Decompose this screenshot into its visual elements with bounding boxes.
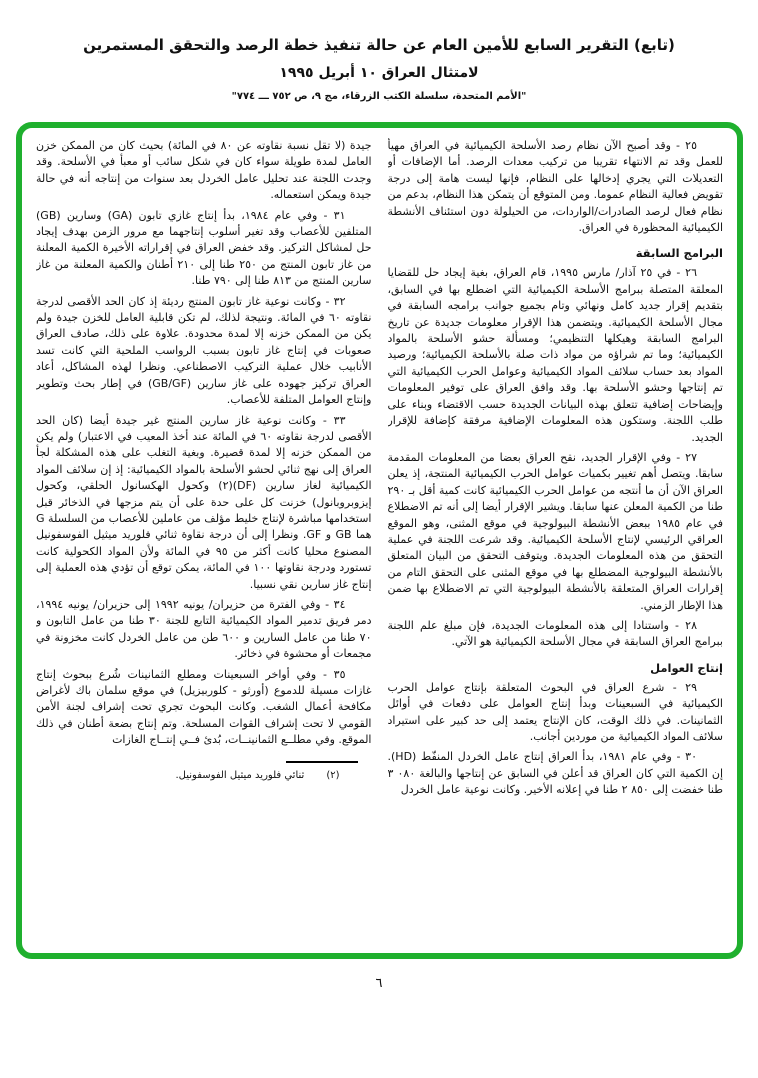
paragraph-25: ٢٥ - وقد أصبح الآن نظام رصد الأسلحة الكيميائية في العراق مهيأ للعمل وقد تم الانتهاء تقريبا من تركيب معدات الرصد. أما الإضافات أو التعديلات التي يجري إدخالها على النظام، فإنها ليست هامة إلى درجة تقويض فعالية النظام عموما. ومن المتوقع أن يتمكن هذا النظام، بدعم من نظام فعال لرصد الصادرات/الواردات، من الحيلولة دون استئناف الأنشطة الكيميائية المحظورة في العراق. [387, 139, 723, 235]
column-left [36, 138, 372, 945]
report-title-line-1: (تابع) التقرير السابع للأمين العام عن حالة تنفيذ خطة الرصد والتحقق المستمرين [83, 36, 675, 54]
report-title-line-2: لامتثال العراق ١٠ أبريل ١٩٩٥ [279, 64, 479, 81]
section-heading-previous-programmes: البرامج السابقة [635, 246, 723, 261]
green-content-frame [16, 122, 743, 959]
paragraph-26: ٢٦ - في ٢٥ آذار/ مارس ١٩٩٥، قام العراق، بغية إيجاد حل للقضايا المعلقة المتصلة ببرامج الأسلحة الكيميائية التي اضطلع بها في السابق، بتقديم إقرار جديد كامل ونهائي وتام بجميع جوانب برامجه السابقة في مجال الأسلحة الكيميائية. ويتضمن هذا الإقرار معلومات جديدة عن تاريخ البرامج السابقة وهيكلها التنظيمي؛ ومسألة حشو الأسلحة بالمواد الكيميائية؛ وما تم شراؤه من مواد ذات صلة بالأسلحة الكيميائية؛ ورصيد المواد بعد حساب سلائف المواد الكيميائية وعوامل الحرب الكيميائية التي تم إنتاجها وحشو الأسلحة بها. وقد وافق العراق على توفير المعلومات وإيضاحات إضافية تتعلق بهذه البيانات الجديدة حسب الاقتضاء وبناء على طلب اللجنة. وستكون هذه المعلومات الإضافية مرفقة كإضافة للإقرار الجديد. [387, 266, 723, 444]
paragraph-32: ٣٢ - وكانت نوعية غاز تابون المنتج رديئة إذ كان الحد الأقصى لدرجة نقاوته ٦٠ في المائة. ونتيجة لذلك، لم تكن قابلية العامل للخزن جيدة ولم يكن من الممكن خزنه إلا لمدة محدودة. علاوة على ذلك، صادف العراق صعوبات في إنتاج غاز تابون بسبب الرواسب الملحية التي كانت تسد الأنابيب خلال عملية التركيب الاصطناعي. ونظرا لهذه المشاكل، أعاد العراق تركيز جهوده على غاز سارين (GB/GF) في إطار بحث وتطوير وإنتاج العوامل المتلفة للأعصاب. [36, 294, 372, 407]
paragraph-30: ٣٠ - وفي عام ١٩٨١، بدأ العراق إنتاج عامل الخردل المنفّط (HD). إن الكمية التي كان العراق قد أعلن في السابق عن إنتاجها والبالغة ٠٨٠ ٣ طنا خفضت إلى ٨٥٠ ٢ طنا في إعلانه الأخير. وكانت نوعية عامل الخردل [387, 750, 723, 797]
report-source-citation: "الأمم المتحدة، سلسلة الكتب الزرقاء، مج ٩، ص ٧٥٢ ـــ ٧٧٤" [231, 90, 527, 102]
paragraph-29: ٢٩ - شرع العراق في البحوث المتعلقة بإنتاج عوامل الحرب الكيميائية في السبعينات وبدأ إنتاج العوامل على دفعات في أوائل الثمانينات. في ذلك الوقت، كان الإنتاج يعتمد إلى حد كبير على استيراد سلائف المواد الكيميائية من موردين أجانب. [387, 680, 723, 743]
paragraph-34: ٣٤ - وفي الفترة من حزيران/ يونيه ١٩٩٢ إلى حزيران/ يونيه ١٩٩٤، دمر فريق تدمير المواد الكيميائية التابع للجنة ٣٠ طنا من عامل التابون و ٧٠ طنا من عامل السارين و ٦٠٠ طن من عامل الخردل كانت مخزونة في مجمعات أو محشوة في ذخائر. [36, 597, 372, 661]
footnote-block [36, 761, 372, 783]
paragraph-30-continued: جيدة (لا تقل نسبة نقاوته عن ٨٠ في المائة) بحيث كان من الممكن خزن العامل لمدة طويلة سواء كان في شكل سائب أو معبأ في الأسلحة. وقد وجدت اللجنة عند تحليل عامل الخردل بعد سنوات من إنتاجه أنه في حالة جيدة ويمكن استعماله. [36, 139, 372, 202]
paragraph-28: ٢٨ - واستنادا إلى هذه المعلومات الجديدة، فإن مبلغ علم اللجنة ببرامج العراق السابقة في مجال الأسلحة الكيميائية هو الآتي. [387, 618, 723, 649]
report-header [0, 36, 758, 102]
footnote-marker: (٢) [326, 769, 340, 781]
paragraph-31: ٣١ - وفي عام ١٩٨٤، بدأ إنتاج غازي تابون (GA) وسارين (GB) المتلفين للأعصاب وقد تغير أسلوب إنتاجهما مع مرور الزمن بهدف إيجاد حل لمشاكل التركيز. وقد خفض العراق في إقراراته الأخيرة الكمية المعلنة من غاز تابون المنتج من ٢٥٠ طنا إلى ٢١٠ أطنان والكمية المعلنة من غاز سارين المنتج من ٨١٣ طنا إلى ٧٩٠ طنا. [36, 208, 372, 288]
page-number: ٦ [375, 976, 383, 991]
column-right [388, 138, 724, 945]
footnote-separator [286, 761, 358, 763]
paragraph-33: ٣٣ - وكانت نوعية غاز سارين المنتج غير جيدة أيضا (كان الحد الأقصى لدرجة نقاوته ٦٠ في المائة عند أخذ المعيب في الاعتبار) ولم يكن من الممكن خزنه إلا لمدة قصيرة. وبغية التغلب على هذه المشكلة لجأ العراق إلى نهج ثنائي لحشو الأسلحة بالمواد الكيميائية: إذ إن سلائف المواد الكيميائية لغاز سارين (DF)(٢) وكحول الهكسانول الحلقي، وكحول إيزوبروبانول) خزنت كل على حدة على أن يتم مزجها في الذخائر قبل استخدامها مباشرة لإنتاج خليط مؤلف من عاملين للأعصاب من السلسلة G هما GB و GF. ونظرا إلى أن درجة نقاوة ثنائي فلوريد ميثيل الفوسفونيل المصنوع محليا كانت أكثر من ٩٥ في المائة ولأن المواد الكحولية كانت تستورد ودرجة نقاوتها ١٠٠ في المائة، يمكن توقع أن تؤدي هذه العملية إلى إنتاج غاز سارين نقي نسبيا. [36, 413, 372, 591]
footnote [36, 768, 372, 783]
footnote-text: ثنائي فلوريد ميثيل الفوسفونيل. [175, 769, 305, 781]
section-heading-agent-production: إنتاج العوامل [650, 660, 723, 675]
paragraph-35: ٣٥ - وفي أواخر السبعينات ومطلع الثمانينات شُرع ببحوث إنتاج غازات مسيلة للدموع (أورثو - كلوربيزيل) في موقع سلمان باك لأغراض مكافحة أعمال الشغب. وكانت البحوث تجري تحت إشراف لجنة الأمن القومي لا تحت إشراف القوات المسلحة. وتم إنتاج بضعة أطنان في ذلك الموقع. وفي مطلــع الثمانينــات، بُدئ فــي إنتــاج الغازات [36, 667, 372, 747]
paragraph-27: ٢٧ - وفي الإقرار الجديد، نقح العراق بعضا من المعلومات المقدمة سابقا. ويتصل أهم تغيير بكميات عوامل الحرب الكيميائية المنتجة، إذ يعلن العراق الآن أن ما أنتجه من عوامل الحرب الكيميائية كانت كمية أقل بـ ٢٩٠ طنا من الكمية المعلن عنها سابقا. ويشير الإقرار أيضا إلى أنه تم الاضطلاع في عام ١٩٨٥ ببعض الأنشطة البيولوجية في موقع المثنى، وهو الموقع العراقي الرئيسي لإنتاج الأسلحة الكيميائية. وقد شرعت اللجنة في عملية التحقق من هذه المعلومات الجديدة. ويتوقف التحقق من البيان المتعلق بالأنشطة البيولوجية المضطلع بها في موقع المثنى على التحقق التام من إقرارات العراق المتعلقة بالأنشطة البيولوجية التي تم الاضطلاع بها ضمن هذا الإطار الزمني. [387, 450, 723, 612]
